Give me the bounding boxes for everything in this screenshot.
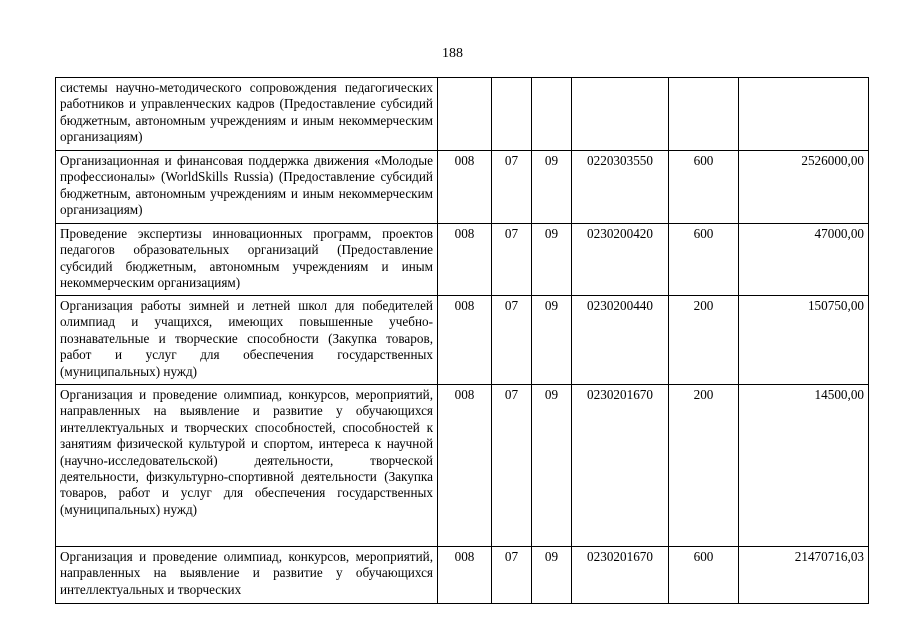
section-code: 07 <box>492 385 532 547</box>
amount <box>739 78 869 151</box>
target-article-code: 0220303550 <box>572 151 669 224</box>
ministry-code: 008 <box>438 296 492 385</box>
page-number: 188 <box>442 46 463 61</box>
subsection-code: 09 <box>532 385 572 547</box>
target-article-code <box>572 78 669 151</box>
row-description: Организация и проведение олимпиад, конкурсов, мероприятий, направленных на выявление и развитие у обучающихся интеллектуальных и творческих способностей, способностей к занятиям физической культурой и спортом, интереса к научной (научно-исследовательской) деятельности, творческой деятельности, физкультурно-спортивной деятельности (Закупка товаров, работ и услуг для обеспечения государственных (муниципальных) нужд) <box>56 385 438 547</box>
amount: 21470716,03 <box>739 547 869 604</box>
amount: 14500,00 <box>739 385 869 547</box>
ministry-code: 008 <box>438 151 492 224</box>
section-code: 07 <box>492 151 532 224</box>
target-article-code: 0230200440 <box>572 296 669 385</box>
amount: 150750,00 <box>739 296 869 385</box>
subsection-code: 09 <box>532 296 572 385</box>
budget-table <box>55 77 869 604</box>
ministry-code: 008 <box>438 385 492 547</box>
section-code: 07 <box>492 224 532 296</box>
ministry-code <box>438 78 492 151</box>
expense-type-code: 200 <box>669 385 739 547</box>
ministry-code: 008 <box>438 224 492 296</box>
target-article-code: 0230201670 <box>572 385 669 547</box>
section-code <box>492 78 532 151</box>
expense-type-code <box>669 78 739 151</box>
subsection-code: 09 <box>532 224 572 296</box>
amount: 2526000,00 <box>739 151 869 224</box>
expense-type-code: 600 <box>669 547 739 604</box>
section-code: 07 <box>492 296 532 385</box>
expense-type-code: 600 <box>669 151 739 224</box>
target-article-code: 0230200420 <box>572 224 669 296</box>
subsection-code: 09 <box>532 547 572 604</box>
expense-type-code: 200 <box>669 296 739 385</box>
row-description: Организация работы зимней и летней школ для победителей олимпиад и учащихся, имеющих повышенные учебно-познавательные и творческие способности (Закупка товаров, работ и услуг для обеспечения государственных (муниципальных) нужд) <box>56 296 438 385</box>
ministry-code: 008 <box>438 547 492 604</box>
table-row <box>56 224 869 296</box>
target-article-code: 0230201670 <box>572 547 669 604</box>
subsection-code <box>532 78 572 151</box>
row-description: Организация и проведение олимпиад, конкурсов, мероприятий, направленных на выявление и развитие у обучающихся интеллектуальных и творческих <box>56 547 438 604</box>
subsection-code: 09 <box>532 151 572 224</box>
row-description: системы научно-методического сопровождения педагогических работников и управленческих кадров (Предоставление субсидий бюджетным, автономным учреждениям и иным некоммерческим организациям) <box>56 78 438 151</box>
table-row <box>56 547 869 604</box>
table-row <box>56 296 869 385</box>
row-description: Проведение экспертизы инновационных программ, проектов педагогов образовательных организаций (Предоставление субсидий бюджетным, автономным учреждениям и иным некоммерческим организациям) <box>56 224 438 296</box>
expense-type-code: 600 <box>669 224 739 296</box>
row-description: Организационная и финансовая поддержка движения «Молодые профессионалы» (WorldSkills Russia) (Предоставление субсидий бюджетным, автономным учреждениям и иным некоммерческим организациям) <box>56 151 438 224</box>
table-row <box>56 78 869 151</box>
amount: 47000,00 <box>739 224 869 296</box>
table-row <box>56 151 869 224</box>
table-row <box>56 385 869 547</box>
section-code: 07 <box>492 547 532 604</box>
